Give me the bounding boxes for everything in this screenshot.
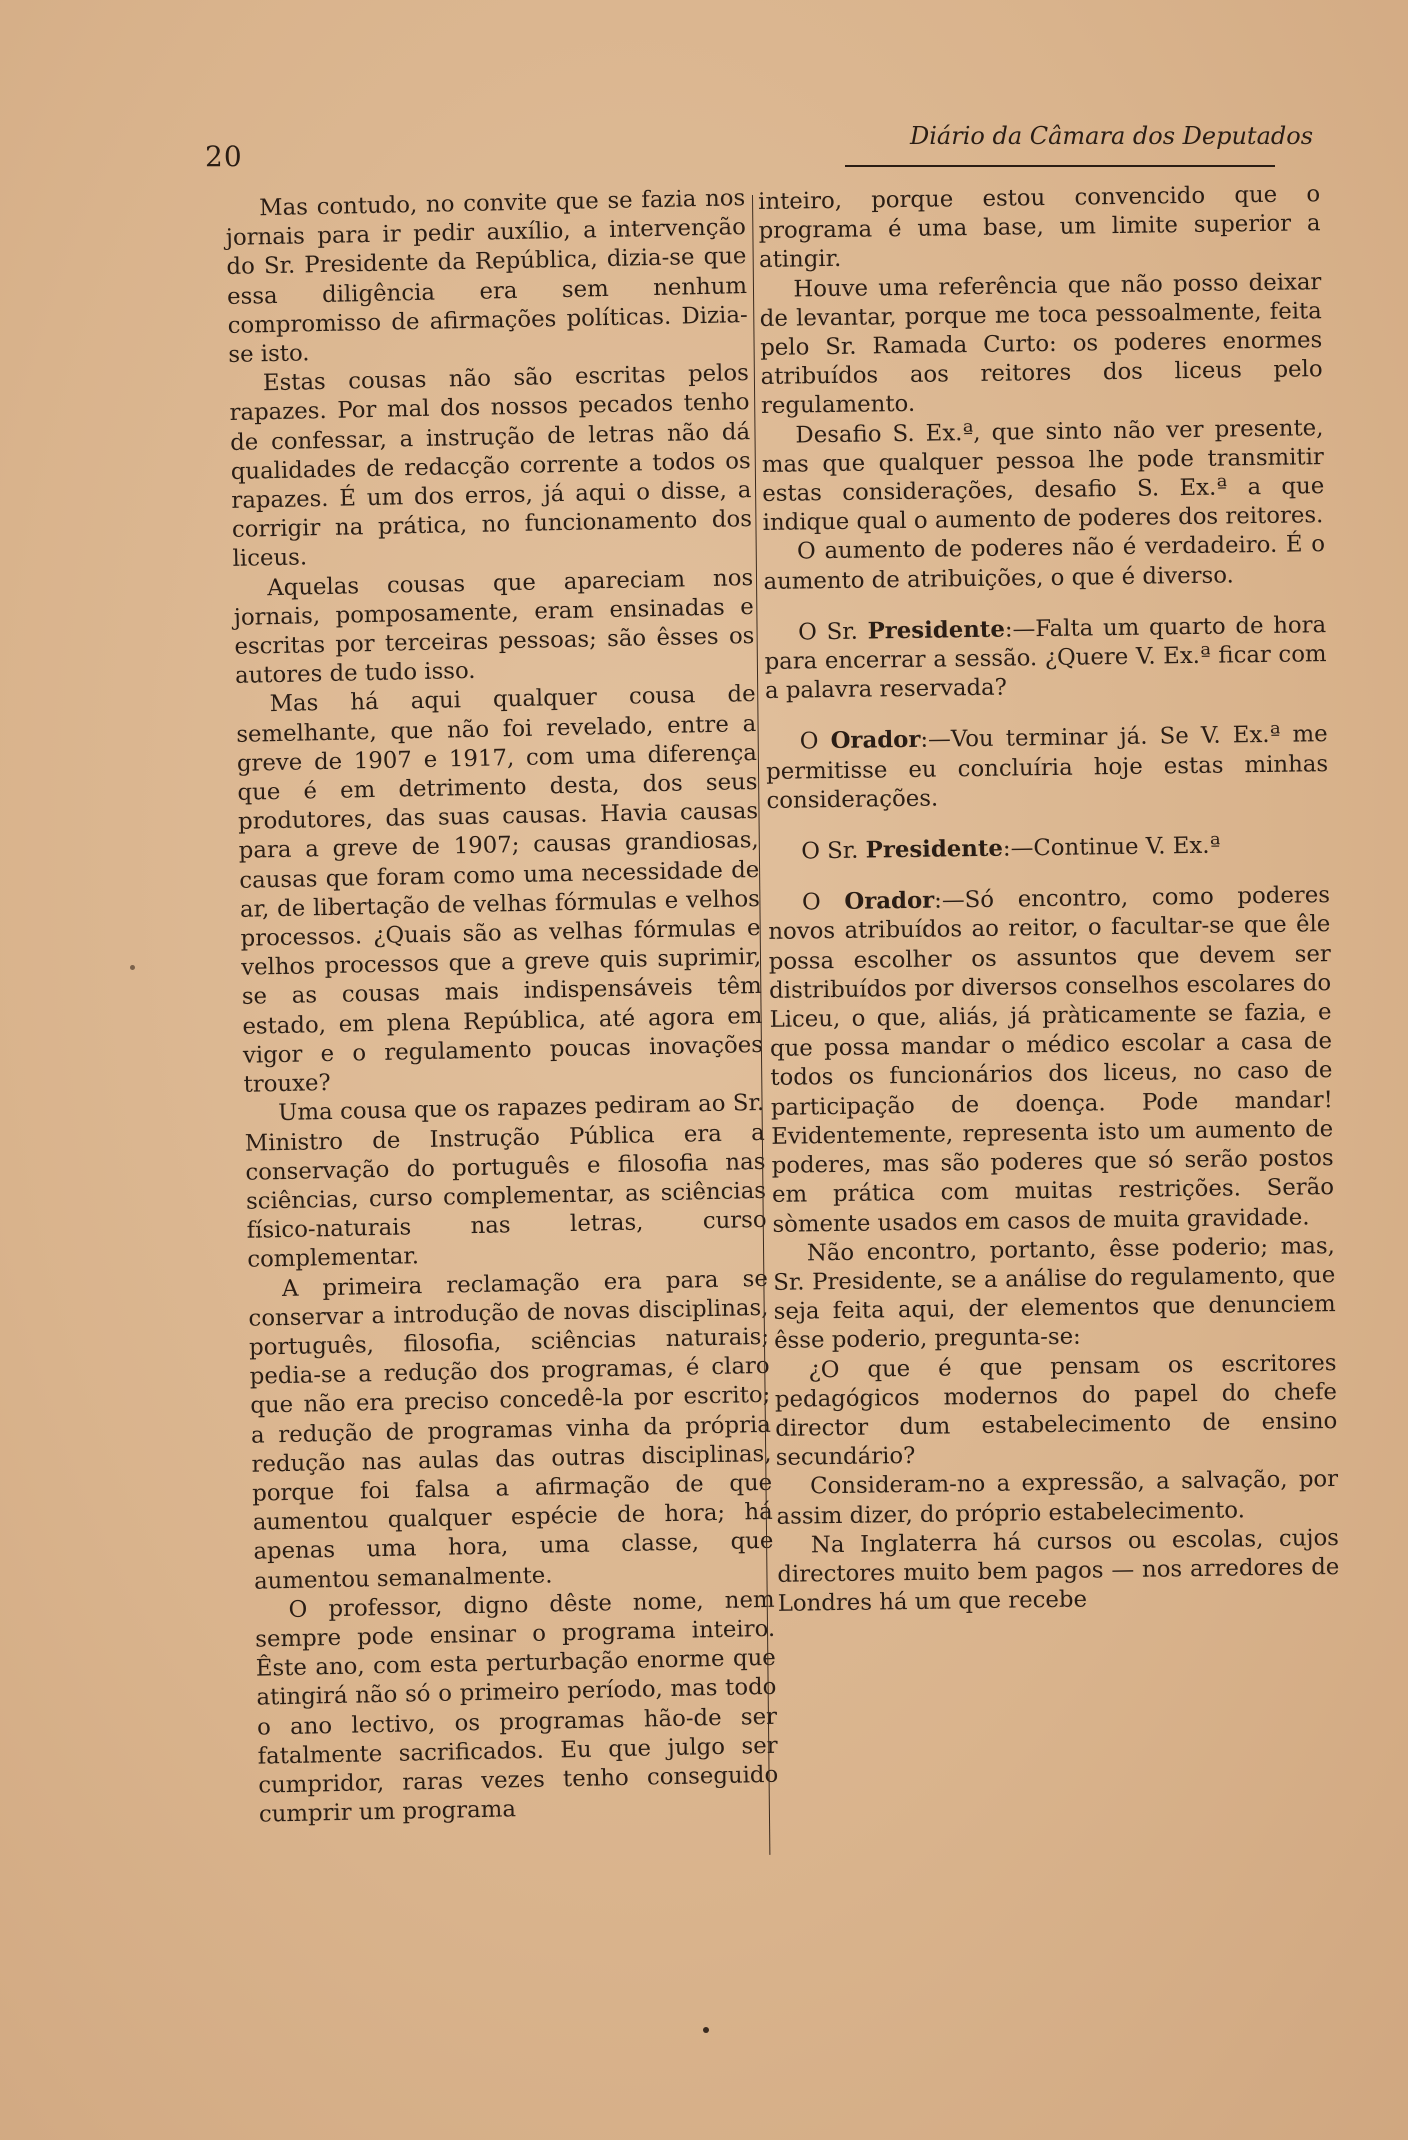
paragraph: Não encontro, portanto, êsse poderio; mas, Sr. Presidente, se a análise do regulamento, que seja feita aqui, der elementos que denunciem êsse poderio, pregunta-se:	[773, 1232, 1336, 1355]
paragraph: A primeira reclamação era para se conservar a introdução de novas disciplinas, português, filosofia, sciências naturais; pedia-se a redução dos programas, é claro que não era preciso concedê-la por escrito; a redução de programas vinha da própria redução nas aulas das outras disciplinas, porque foi falsa a afirmação de que aumentou qualquer espécie de hora; há apenas uma hora, uma classe, que aumentou semanalmente.	[248, 1265, 774, 1595]
speaker-name: Orador	[844, 887, 935, 916]
speech-text: :—Vou terminar já. Se V. Ex.ª me permitisse eu concluíria hoje estas minhas considerações.	[765, 721, 1329, 814]
paragraph: Consideram-no a expressão, a salvação, por assim dizer, do próprio estabelecimento.	[776, 1466, 1339, 1530]
paragraph: ¿O que é que pensam os escritores pedagógicos modernos do papel do chefe director dum estabelecimento de ensino secundário?	[774, 1349, 1338, 1471]
paragraph: O aumento de poderes não é verdadeiro. É o aumento de atribuições, o que é diverso.	[763, 531, 1326, 595]
speaker-name: Presidente	[865, 835, 1004, 864]
paragraph: O professor, digno dêste nome, nem sempre pode ensinar o programa inteiro. Êste ano, com esta perturbação enorme que atingirá não só o primeiro período, mas todo o ano lectivo, os programas hão-de ser fatalmente sacrificados. Eu que julgo ser cumpridor, raras vezes tenho conseguido cumprir um programa	[254, 1586, 779, 1828]
right-column	[758, 180, 1340, 1619]
ink-speck	[703, 2027, 709, 2033]
speech-president	[767, 830, 1329, 867]
paragraph: Mas há aqui qualquer cousa de semelhante, que não foi revelado, entre a greve de 1907 e 1917, com uma diferença que é em detrimento desta, dos seus produtores, das suas causas. Havia causas para a greve de 1907; causas grandiosas, causas que foram como uma necessidade de ar, de libertação de velhas fórmulas e velhos processos. ¿Quais são as velhas fórmulas e velhos processos que a greve quis suprimir, se as cousas mais indispensáveis têm estado, em plena República, até agora em vigor e o regulamento poucas inovações trouxe?	[236, 681, 764, 1098]
paragraph: Estas cousas não são escritas pelos rapazes. Por mal dos nossos pecados tenho de confessar, a instrução de letras não dá qualidades de redacção corrente a todos os rapazes. É um dos erros, já aqui o disse, a corrigir na prática, no funcionamento dos liceus.	[229, 360, 753, 573]
paragraph: Na Inglaterra há cursos ou escolas, cujos directores muito bem pagos — nos arredores de Londres há um que recebe	[777, 1524, 1340, 1618]
page-number: 20	[205, 140, 243, 173]
paragraph: Aquelas cousas que apareciam nos jornais, pomposamente, eram ensinadas e escritas por terceiras pessoas; são êsses os autores de tudo isso.	[233, 564, 755, 690]
paragraph-continuation: inteiro, porque estou convencido que o programa é uma base, um limite superior a atingir.	[758, 181, 1321, 274]
speech-president	[764, 611, 1327, 706]
paragraph: Mas contudo, no convite que se fazia nos jornais para ir pedir auxílio, a intervenção do Sr. Presidente da República, dizia-se que essa diligência era sem nenhum compromisso de afirmações políticas. Dizia-se isto.	[225, 185, 748, 368]
speech-prefix: O Sr.	[801, 837, 866, 865]
speech-text: :—Falta um quarto de hora para encerrar a sessão. ¿Quere V. Ex.ª ficar com a palavra reservada?	[764, 611, 1327, 705]
speech-prefix: O	[799, 728, 831, 755]
left-column	[225, 184, 779, 1830]
speech-text: :—Só encontro, como poderes novos atribuídos ao reitor, o facultar-se que êle possa escolher os assuntos que devem ser distribuídos por diversos conselhos escolares do Liceu, o que, aliás, já pràticamente se fazia, e que possa mandar o médico escolar a casa de todos os funcionários dos liceus, no caso de participação de doença. Pode mandar! Evidentemente, representa isto um aumento de poderes, mas são poderes que só serão postos em prática com muitas restrições. Serão sòmente usados em casos de muita gravidade.	[768, 882, 1335, 1238]
header-rule	[845, 165, 1275, 167]
speech-orador	[768, 881, 1335, 1239]
paragraph: Uma cousa que os rapazes pediram ao Sr. Ministro de Instrução Pública era a conservação do português e filosofia nas sciências, curso complementar, as sciências físico-naturais nas letras, curso complementar.	[244, 1090, 767, 1274]
speaker-name: Orador	[830, 727, 921, 755]
speaker-name: Presidente	[867, 616, 1006, 645]
paragraph: Houve uma referência que não posso deixar de levantar, porque me toca pessoalmente, feita pelo Sr. Ramada Curto: os poderes enormes atribuídos aos reitores dos liceus pelo regulamento.	[759, 268, 1323, 420]
ink-speck	[130, 965, 135, 970]
speech-text: :—Continue V. Ex.ª	[1002, 832, 1221, 862]
speech-prefix: O Sr.	[798, 618, 868, 646]
running-title: Diário da Câmara dos Deputados	[910, 122, 1314, 150]
speech-orador	[766, 721, 1329, 816]
speech-prefix: O	[801, 889, 845, 916]
paragraph: Desafio S. Ex.ª, que sinto não ver presente, mas que qualquer pessoa lhe pode transmitir estas considerações, desafio S. Ex.ª a que indique qual o aumento de poderes dos reitores.	[761, 414, 1325, 537]
